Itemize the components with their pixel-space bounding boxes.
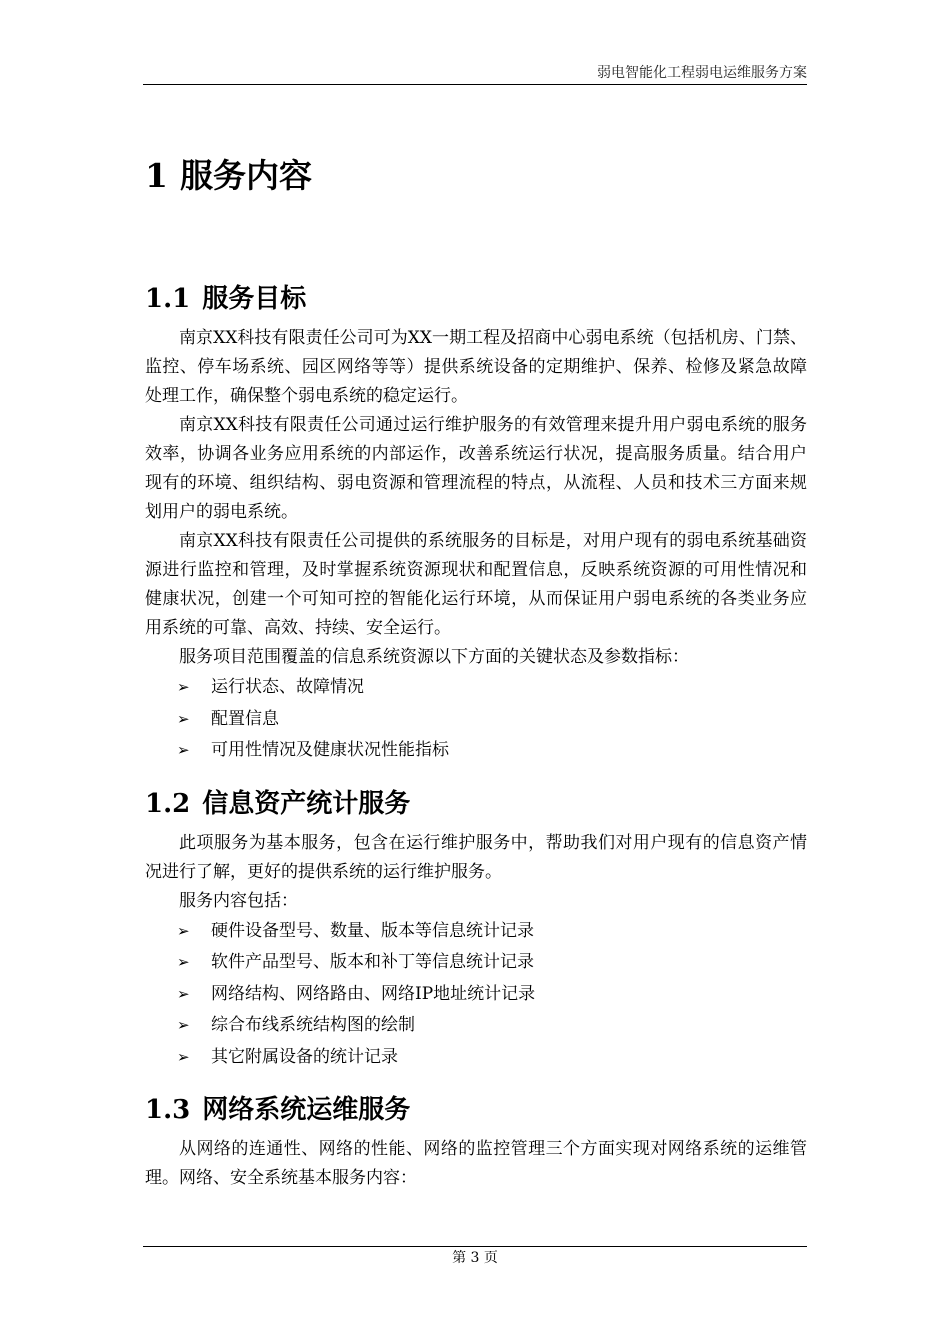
paragraph: 南京XX科技有限责任公司可为XX一期工程及招商中心弱电系统（包括机房、门禁、监控、停车场系统、园区网络等等）提供系统设备的定期维护、保养、检修及紧急故障处理工作，确保整个弱电系统的稳定运行。: [145, 328, 807, 406]
list-item: ➢ 运行状态、故障情况: [145, 672, 807, 704]
section-heading-1-3: [145, 1087, 807, 1133]
arrow-bullet-icon: ➢: [177, 678, 190, 696]
arrow-bullet-icon: ➢: [177, 1047, 190, 1066]
chapter-number: 1: [145, 156, 168, 195]
section-heading-1-1: [145, 276, 807, 322]
paragraph: 南京XX科技有限责任公司通过运行维护服务的有效管理来提升用户弱电系统的服务效率，协调各业务应用系统的内部运作，改善系统运行状况，提高服务质量。结合用户现有的环境、组织结构、弱电资源和管理流程的特点，从流程、人员和技术三方面来规划用户的弱电系统。: [145, 415, 807, 522]
page-number: 第 3 页: [452, 1250, 498, 1266]
running-header: 弱电智能化工程弱电运维服务方案: [597, 65, 807, 81]
paragraph: 从网络的连通性、网络的性能、网络的监控管理三个方面实现对网络系统的运维管理。网络、安全系统基本服务内容：: [145, 1139, 807, 1188]
arrow-bullet-icon: ➢: [177, 953, 190, 971]
section-title: 信息资产统计服务: [202, 788, 411, 819]
chapter-title: 服务内容: [179, 156, 312, 195]
list-item: ➢ 硬件设备型号、数量、版本等信息统计记录: [145, 916, 807, 948]
section-title: 服务目标: [202, 284, 307, 314]
arrow-bullet-icon: ➢: [177, 741, 190, 759]
list-item: ➢ 软件产品型号、版本和补丁等信息统计记录: [145, 947, 807, 979]
page-content: [145, 150, 807, 1193]
section-body-1-2: [145, 829, 807, 1074]
list-item: ➢ 网络结构、网络路由、网络IP地址统计记录: [145, 979, 807, 1011]
section-heading-1-2: [145, 781, 807, 827]
arrow-bullet-icon: ➢: [177, 709, 190, 728]
footer-rule: [143, 1246, 807, 1247]
paragraph: 南京XX科技有限责任公司提供的系统服务的目标是，对用户现有的弱电系统基础资源进行监控和管理，及时掌握系统资源现状和配置信息，反映系统资源的可用性情况和健康状况，创建一个可知可控的智能化运行环境，从而保证用户弱电系统的各类业务应用系统的可靠、高效、持续、安全运行。: [145, 531, 807, 638]
arrow-bullet-icon: ➢: [177, 921, 190, 940]
bullet-list: [145, 916, 807, 1074]
header-rule: [143, 84, 807, 85]
chapter-heading: [145, 150, 807, 202]
section-title: 网络系统运维服务: [202, 1095, 411, 1125]
section-number: 1.3: [145, 1095, 191, 1125]
paragraph: 服务项目范围覆盖的信息系统资源以下方面的关键状态及参数指标：: [179, 647, 689, 667]
list-item: ➢ 配置信息: [145, 704, 807, 736]
paragraph: 此项服务为基本服务，包含在运行维护服务中，帮助我们对用户现有的信息资产情况进行了解，更好的提供系统的运行维护服务。: [145, 832, 807, 882]
list-item: ➢ 可用性情况及健康状况性能指标: [145, 735, 807, 767]
arrow-bullet-icon: ➢: [177, 984, 190, 1003]
paragraph: 服务内容包括：: [179, 890, 298, 911]
section-number: 1.2: [145, 788, 191, 819]
bullet-list: [145, 672, 807, 767]
section-number: 1.1: [145, 284, 191, 314]
section-body-1-1: [145, 324, 807, 767]
arrow-bullet-icon: ➢: [177, 1016, 190, 1034]
list-item: ➢ 其它附属设备的统计记录: [145, 1042, 807, 1074]
section-body-1-3: [145, 1135, 807, 1193]
list-item: ➢ 综合布线系统结构图的绘制: [145, 1010, 807, 1042]
